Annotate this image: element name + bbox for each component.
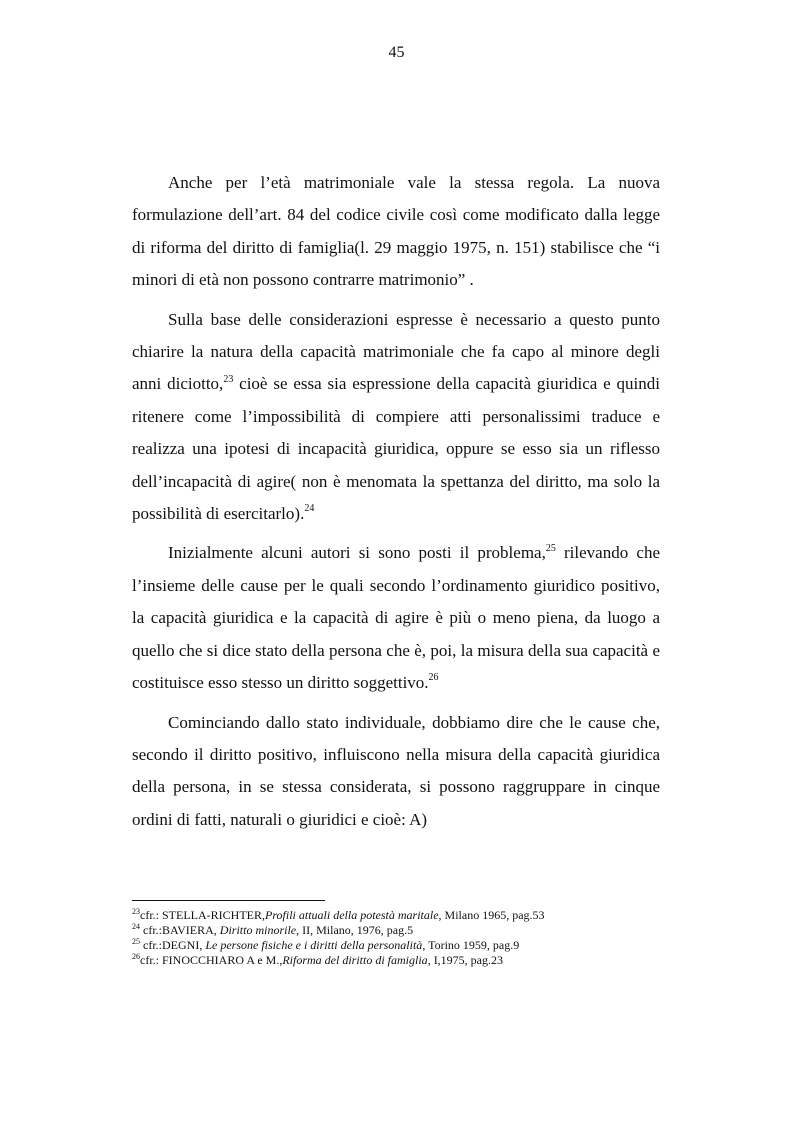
footnote-ref: 23 xyxy=(223,373,234,385)
text-run: cfr.:BAVIERA, xyxy=(140,923,220,937)
text-run: Cominciando dallo stato individuale, dobbiamo dire che le cause che, secondo il diritto positivo, influiscono nella misura della capacità giuridica della persona, in se stessa considerata, si possono raggruppare in cinque ordini di fatti, naturali o giuridici e cioè: A) xyxy=(132,712,660,829)
italic-title: Riforma del diritto di famiglia xyxy=(282,953,428,967)
text-run: Sulla base delle considerazioni espresse è necessario a questo punto chiarire la natura della capacità matrimoniale che fa capo al minore degli anni diciotto, xyxy=(132,309,660,394)
text-run: Inizialmente alcuni autori si sono posti il problema, xyxy=(168,543,546,563)
page-number: 45 xyxy=(388,44,405,61)
footnote-ref: 24 xyxy=(304,503,315,515)
text-run: cfr.: STELLA-RICHTER, xyxy=(140,908,265,922)
footnote-ref: 23 xyxy=(132,907,140,916)
body-text xyxy=(132,167,660,836)
text-run: rilevando che l’insieme delle cause per le quali secondo l’ordinamento giuridico positivo, la capacità giuridica e la capacità di agire è più o meno piena, da luogo a quello che si dice stato della persona che è, poi, la misura della sua capacità e costituisce esso stesso un diritto soggettivo. xyxy=(132,543,660,693)
text-run: cfr.: FINOCCHIARO A e M., xyxy=(140,953,283,967)
paragraph xyxy=(132,167,660,297)
footnote-ref: 26 xyxy=(132,952,140,961)
footnote xyxy=(132,923,732,938)
text-run: , I,1975, pag.23 xyxy=(427,953,504,967)
italic-title: Diritto minorile xyxy=(219,923,297,937)
paragraph xyxy=(132,304,660,531)
italic-title: Profili attuali della potestà maritale xyxy=(264,908,439,922)
footnotes xyxy=(132,908,732,968)
text-run: , II, Milano, 1976, pag.5 xyxy=(296,923,414,937)
footnote-ref: 25 xyxy=(545,542,556,554)
text-run: , Milano 1965, pag.53 xyxy=(438,908,545,922)
footnote-ref: 25 xyxy=(132,937,140,946)
italic-title: Le persone fisiche e i diritti della personalità xyxy=(205,938,423,952)
footnote xyxy=(132,908,732,923)
footnote-divider xyxy=(132,900,325,901)
footnote-ref: 26 xyxy=(428,672,439,684)
text-run: cfr.:DEGNI, xyxy=(140,938,206,952)
footnote xyxy=(132,953,732,968)
paragraph xyxy=(132,707,660,837)
text-run: cioè se essa sia espressione della capacità giuridica e quindi ritenere come l’impossibilità di compiere atti personalissimi traduce e realizza una ipotesi di incapacità giuridica, oppure se esso sia un riflesso dell’incapacità di agire( non è menomata la spettanza del diritto, ma solo la possibilità di esercitarlo). xyxy=(132,374,660,524)
paragraph xyxy=(132,537,660,699)
text-run: Anche per l’età matrimoniale vale la stessa regola. La nuova formulazione dell’art. 84 del codice civile così come modificato dalla legge di riforma del diritto di famiglia(l. 29 maggio 1975, n. 151) stabilisce che “i minori di età non possono contrarre matrimonio” . xyxy=(132,173,660,290)
footnote-ref: 24 xyxy=(132,922,140,931)
footnote xyxy=(132,938,732,953)
text-run: , Torino 1959, pag.9 xyxy=(422,938,520,952)
